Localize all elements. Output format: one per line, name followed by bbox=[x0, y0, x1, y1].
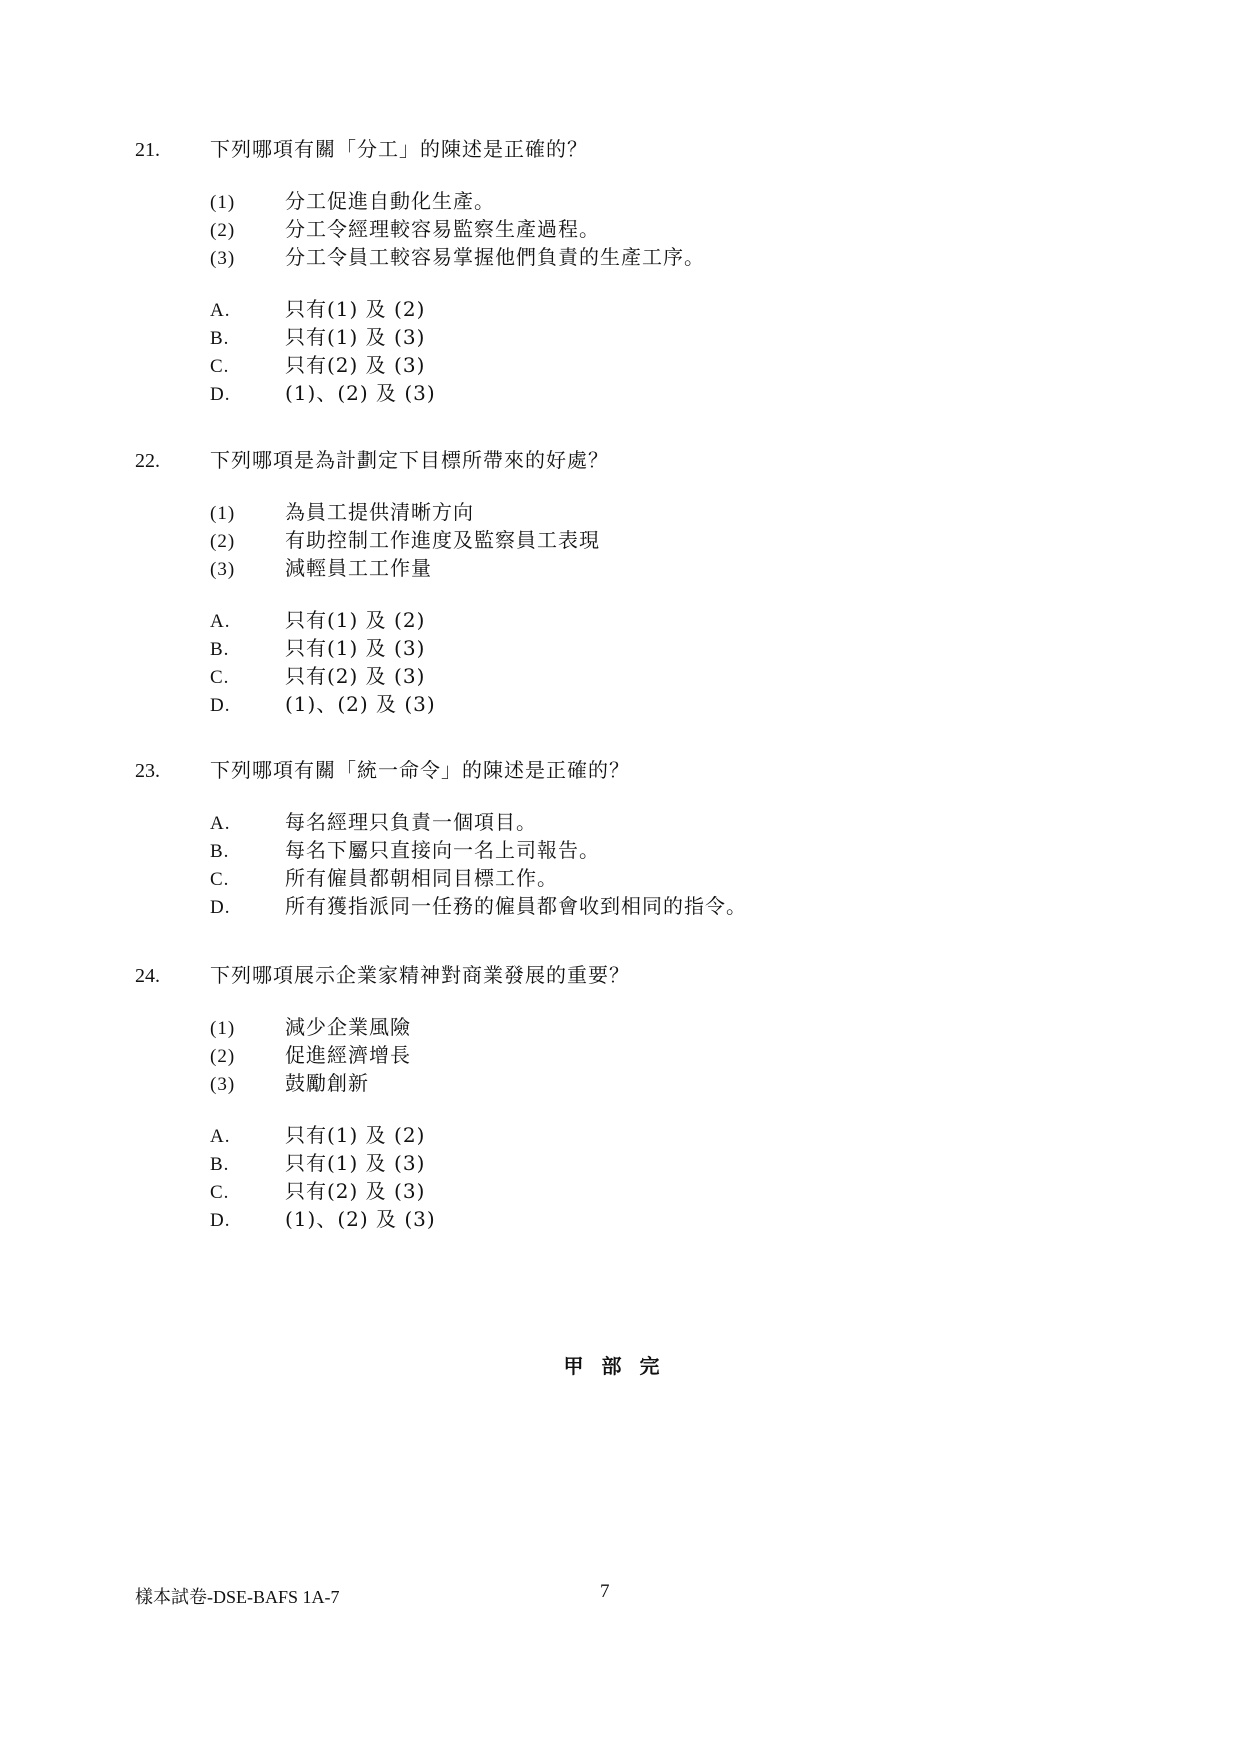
footer-paper-code: 樣本試卷-DSE-BAFS 1A-7 bbox=[135, 1587, 340, 1607]
question-text: 下列哪項有關「分工」的陳述是正確的？ bbox=[210, 137, 588, 161]
option-label: A. bbox=[210, 1126, 231, 1147]
statement-item bbox=[210, 499, 1135, 527]
option-label: D. bbox=[210, 384, 231, 405]
option-list bbox=[210, 296, 1135, 408]
question-header bbox=[135, 757, 1135, 785]
statement-item bbox=[210, 1042, 1135, 1070]
option-item-a bbox=[210, 809, 1135, 837]
statement-text: 有助控制工作進度及監察員工表現 bbox=[285, 528, 600, 552]
statement-label: (1) bbox=[210, 1018, 236, 1039]
option-item-c bbox=[210, 1178, 1135, 1206]
option-list bbox=[210, 607, 1135, 719]
option-item-b bbox=[210, 324, 1135, 352]
option-label: A. bbox=[210, 611, 231, 632]
option-text: 只有(1) 及 (2) bbox=[285, 297, 426, 321]
option-text: 只有(2) 及 (3) bbox=[285, 1179, 426, 1203]
option-label: C. bbox=[210, 356, 230, 377]
option-label: B. bbox=[210, 841, 230, 862]
question-header bbox=[135, 136, 1135, 164]
statement-item bbox=[210, 188, 1135, 216]
statement-label: (2) bbox=[210, 1046, 236, 1067]
question-number: 23. bbox=[135, 760, 160, 782]
question-text: 下列哪項展示企業家精神對商業發展的重要？ bbox=[210, 963, 630, 987]
option-text: 每名下屬只直接向一名上司報告。 bbox=[285, 838, 600, 862]
option-text: (1)、(2) 及 (3) bbox=[285, 381, 436, 405]
option-text: 所有僱員都朝相同目標工作。 bbox=[285, 866, 558, 890]
statement-list bbox=[210, 188, 1135, 272]
question-22 bbox=[135, 447, 1135, 719]
option-item-a bbox=[210, 1122, 1135, 1150]
question-header bbox=[135, 962, 1135, 990]
option-text: 只有(1) 及 (3) bbox=[285, 1151, 426, 1175]
statement-text: 為員工提供清晰方向 bbox=[285, 500, 474, 524]
option-item-b bbox=[210, 635, 1135, 663]
option-item-b bbox=[210, 837, 1135, 865]
option-label: B. bbox=[210, 1154, 230, 1175]
option-label: B. bbox=[210, 639, 230, 660]
option-text: 只有(1) 及 (2) bbox=[285, 1123, 426, 1147]
option-label: C. bbox=[210, 1182, 230, 1203]
statement-item bbox=[210, 527, 1135, 555]
option-label: B. bbox=[210, 328, 230, 349]
statement-label: (2) bbox=[210, 531, 236, 552]
question-24 bbox=[135, 962, 1135, 1234]
statement-text: 減輕員工工作量 bbox=[285, 556, 432, 580]
option-item-c bbox=[210, 663, 1135, 691]
statement-label: (3) bbox=[210, 1074, 236, 1095]
option-text: 每名經理只負責一個項目。 bbox=[285, 810, 537, 834]
option-label: A. bbox=[210, 813, 231, 834]
question-number: 21. bbox=[135, 139, 160, 161]
option-item-b bbox=[210, 1150, 1135, 1178]
option-label: D. bbox=[210, 695, 231, 716]
option-text: (1)、(2) 及 (3) bbox=[285, 1207, 436, 1231]
option-text: 所有獲指派同一任務的僱員都會收到相同的指令。 bbox=[285, 894, 747, 918]
statement-text: 減少企業風險 bbox=[285, 1015, 411, 1039]
statement-list bbox=[210, 499, 1135, 583]
option-item-d bbox=[210, 1206, 1135, 1234]
statement-item bbox=[210, 1070, 1135, 1098]
option-item-a bbox=[210, 607, 1135, 635]
question-number: 24. bbox=[135, 965, 160, 987]
option-item-c bbox=[210, 352, 1135, 380]
statement-label: (3) bbox=[210, 248, 236, 269]
option-item-d bbox=[210, 691, 1135, 719]
option-label: D. bbox=[210, 897, 231, 918]
statement-text: 分工令員工較容易掌握他們負責的生產工序。 bbox=[285, 245, 705, 269]
option-label: C. bbox=[210, 667, 230, 688]
question-header bbox=[135, 447, 1135, 475]
question-23 bbox=[135, 757, 1135, 921]
statement-item bbox=[210, 216, 1135, 244]
option-text: 只有(2) 及 (3) bbox=[285, 353, 426, 377]
footer-page-number: 7 bbox=[600, 1581, 610, 1602]
statement-item bbox=[210, 555, 1135, 583]
option-text: 只有(1) 及 (3) bbox=[285, 636, 426, 660]
option-item-d bbox=[210, 893, 1135, 921]
statement-text: 分工促進自動化生產。 bbox=[285, 189, 495, 213]
option-text: 只有(1) 及 (3) bbox=[285, 325, 426, 349]
option-text: (1)、(2) 及 (3) bbox=[285, 692, 436, 716]
statement-label: (1) bbox=[210, 192, 236, 213]
statement-text: 分工令經理較容易監察生產過程。 bbox=[285, 217, 600, 241]
section-end-marker: 甲部完 bbox=[563, 1354, 678, 1378]
statement-text: 鼓勵創新 bbox=[285, 1071, 369, 1095]
option-text: 只有(1) 及 (2) bbox=[285, 608, 426, 632]
option-list bbox=[210, 1122, 1135, 1234]
question-text: 下列哪項是為計劃定下目標所帶來的好處？ bbox=[210, 448, 609, 472]
question-text: 下列哪項有關「統一命令」的陳述是正確的？ bbox=[210, 758, 630, 782]
statement-label: (3) bbox=[210, 559, 236, 580]
option-text: 只有(2) 及 (3) bbox=[285, 664, 426, 688]
statement-list bbox=[210, 1014, 1135, 1098]
option-list bbox=[210, 809, 1135, 921]
question-number: 22. bbox=[135, 450, 160, 472]
statement-label: (1) bbox=[210, 503, 236, 524]
option-label: A. bbox=[210, 300, 231, 321]
option-item-c bbox=[210, 865, 1135, 893]
option-item-d bbox=[210, 380, 1135, 408]
statement-text: 促進經濟增長 bbox=[285, 1043, 411, 1067]
statement-item bbox=[210, 244, 1135, 272]
statement-label: (2) bbox=[210, 220, 236, 241]
question-21 bbox=[135, 136, 1135, 408]
option-item-a bbox=[210, 296, 1135, 324]
option-label: D. bbox=[210, 1210, 231, 1231]
statement-item bbox=[210, 1014, 1135, 1042]
option-label: C. bbox=[210, 869, 230, 890]
